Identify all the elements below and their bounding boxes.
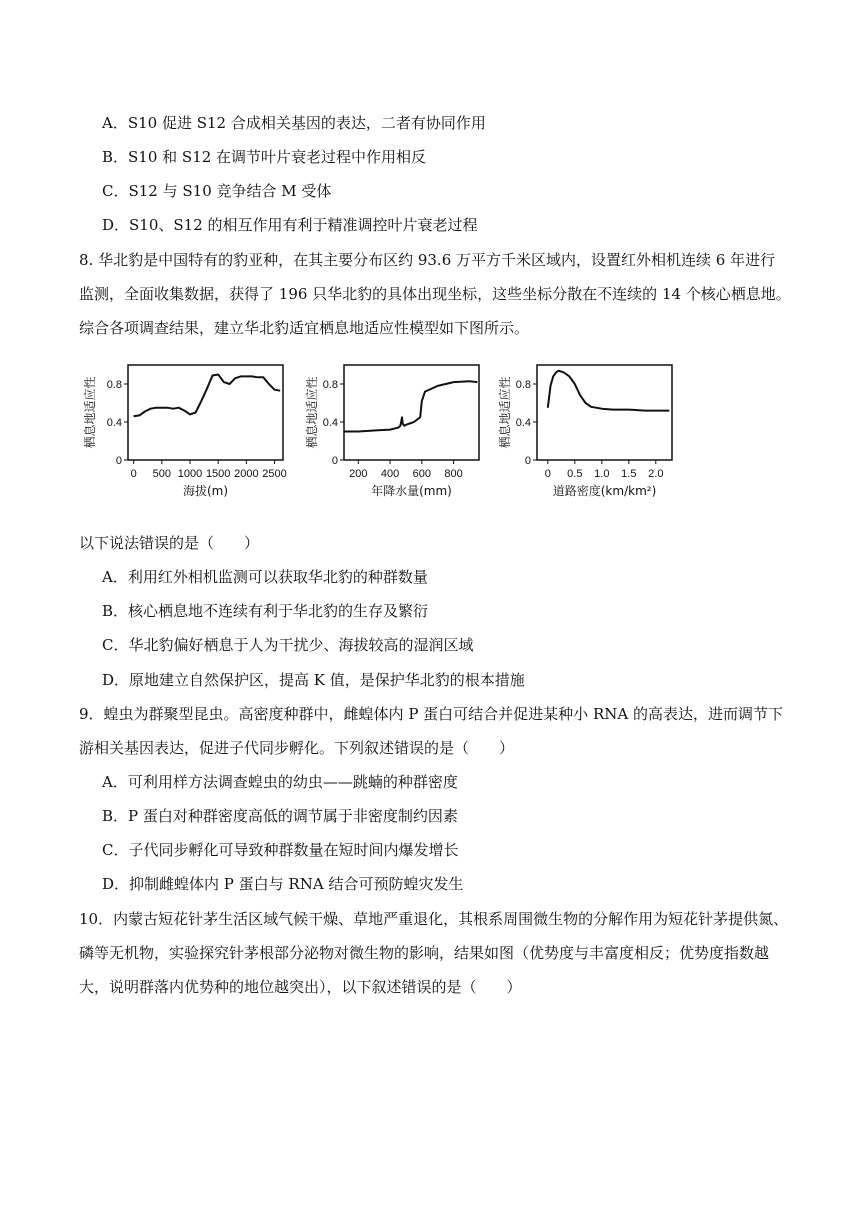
series-line	[134, 375, 281, 417]
chart-road-density-svg	[495, 355, 695, 515]
x-tick-label: 1000	[177, 468, 203, 480]
q7-option-b: B．S10 和 S12 在调节叶片衰老过程中作用相反	[102, 148, 427, 166]
x-axis-label: 年降水量(mm)	[371, 484, 452, 498]
q7-option-d: D．S10、S12 的相互作用有利于精准调控叶片衰老过程	[102, 216, 478, 234]
q10-stem-line-1: 10．内蒙古短花针茅生活区域气候干燥、草地严重退化，其根系周围微生物的分解作用为短花针茅提供氮、	[79, 910, 789, 928]
y-axis-label: 栖息地适应性	[83, 376, 97, 449]
q9-option-b: B．P 蛋白对种群密度高低的调节属于非密度制约因素	[102, 807, 458, 825]
q8-stem-line-2: 监测，全面收集数据，获得了 196 只华北豹的具体出现坐标，这些坐标分散在不连续的 14 个核心栖息地。	[79, 285, 791, 303]
chart-precipitation	[302, 355, 492, 519]
q10-stem-line-3: 大，说明群落内优势种的地位越突出），以下叙述错误的是（ ）	[79, 978, 522, 996]
x-tick-label: 2.0	[648, 468, 664, 480]
q9-option-d: D．抑制雌蝗体内 P 蛋白与 RNA 结合可预防蝗灾发生	[102, 875, 464, 893]
q7-option-a: A．S10 促进 S12 合成相关基因的表达，二者有协同作用	[102, 114, 486, 132]
q8-option-b: B．核心栖息地不连续有利于华北豹的生存及繁衍	[102, 602, 429, 620]
series-line	[548, 371, 670, 411]
y-tick-label: 0	[331, 455, 338, 467]
x-tick-label: 400	[380, 468, 400, 480]
chart-precipitation-svg	[302, 355, 492, 515]
x-axis-label: 道路密度(km/km²)	[552, 484, 657, 498]
q7-option-c: C．S12 与 S10 竞争结合 M 受体	[102, 182, 332, 200]
y-axis-label: 栖息地适应性	[305, 376, 319, 449]
q8-question: 以下说法错误的是（ ）	[79, 534, 260, 552]
y-axis-label: 栖息地适应性	[498, 376, 512, 449]
chart-altitude	[80, 355, 290, 519]
y-tick-label: 0.4	[515, 417, 531, 429]
x-tick-label: 200	[349, 468, 368, 480]
chart-road-density	[495, 355, 695, 519]
q8-option-d: D．原地建立自然保护区，提高 K 值，是保护华北豹的根本措施	[102, 671, 525, 689]
x-tick-label: 0	[544, 468, 551, 480]
plot-frame	[128, 365, 283, 460]
x-tick-label: 0	[130, 468, 137, 480]
x-tick-label: 500	[152, 468, 171, 480]
y-tick-label: 0	[115, 455, 122, 467]
x-axis-label: 海拔(m)	[182, 484, 229, 498]
q8-stem-line-3: 综合各项调查结果，建立华北豹适宜栖息地适应性模型如下图所示。	[79, 319, 530, 337]
x-tick-label: 1500	[205, 468, 231, 480]
y-tick-label: 0.4	[322, 417, 338, 429]
x-tick-label: 2000	[234, 468, 259, 480]
q8-option-c: C．华北豹偏好栖息于人为干扰少、海拔较高的湿润区域	[102, 636, 474, 654]
x-tick-label: 0.5	[567, 468, 583, 480]
y-tick-label: 0.8	[106, 379, 122, 391]
q9-stem-line-1: 9．蝗虫为群聚型昆虫。高密度种群中，雌蝗体内 P 蛋白可结合并促进某种小 RNA 的高表达，进而调节下	[79, 705, 783, 723]
x-tick-label: 1.5	[621, 468, 637, 480]
q8-option-a: A．利用红外相机监测可以获取华北豹的种群数量	[102, 568, 428, 586]
y-tick-label: 0.4	[106, 417, 122, 429]
q8-stem-line-1: 8. 华北豹是中国特有的豹亚种，在其主要分布区约 93.6 万平方千米区域内，设置红外相机连续 6 年进行	[79, 251, 776, 269]
plot-frame	[344, 365, 479, 460]
y-tick-label: 0	[524, 455, 531, 467]
x-tick-label: 1.0	[594, 468, 610, 480]
q9-stem-line-2: 游相关基因表达，促进子代同步孵化。下列叙述错误的是（ ）	[79, 739, 515, 757]
plot-frame	[537, 365, 672, 460]
chart-altitude-svg	[80, 355, 290, 515]
x-tick-label: 2500	[262, 468, 287, 480]
x-tick-label: 600	[412, 468, 432, 480]
series-line	[344, 381, 477, 431]
q9-option-a: A．可利用样方法调查蝗虫的幼虫——跳蝻的种群密度	[102, 773, 458, 791]
y-tick-label: 0.8	[515, 379, 531, 391]
q10-stem-line-2: 磷等无机物，实验探究针茅根部分泌物对微生物的影响，结果如图（优势度与丰富度相反；优势度指数越	[79, 944, 770, 962]
x-tick-label: 800	[444, 468, 463, 480]
q9-option-c: C．子代同步孵化可导致种群数量在短时间内爆发增长	[102, 841, 459, 859]
y-tick-label: 0.8	[322, 379, 338, 391]
